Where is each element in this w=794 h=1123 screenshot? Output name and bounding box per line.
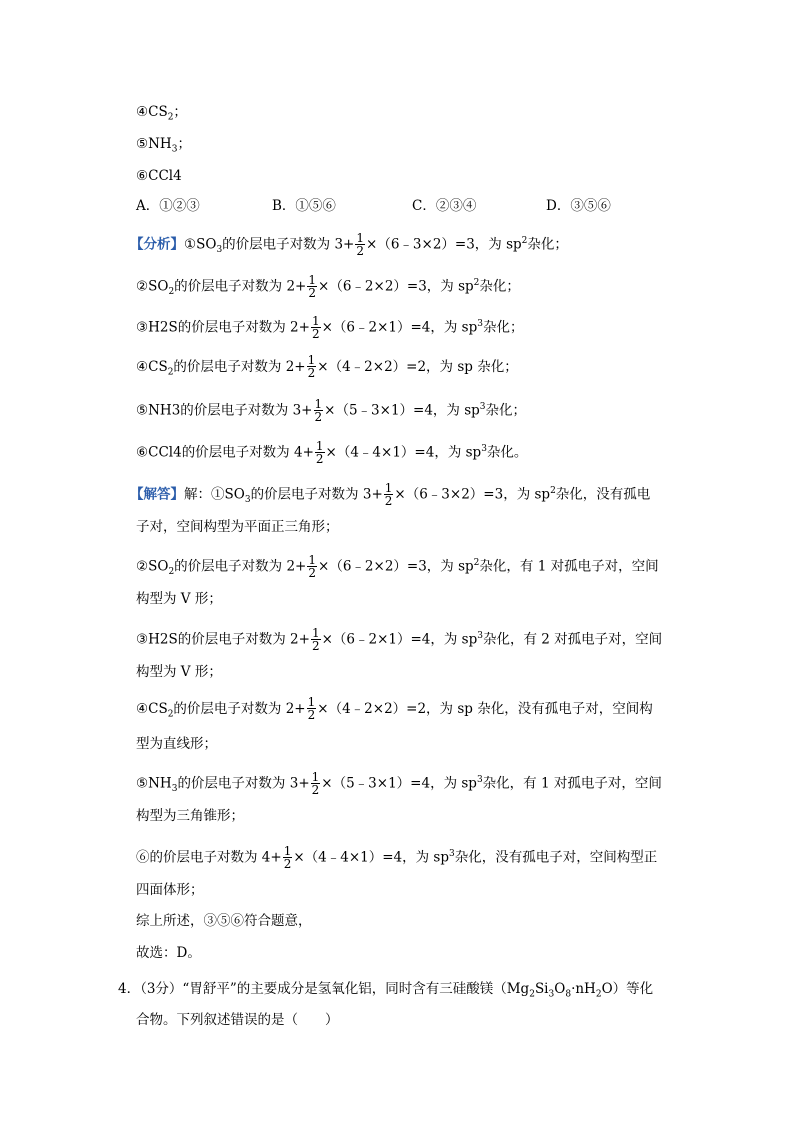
fraction: $\frac{1}{2}$ — [308, 272, 317, 300]
answer-line-4-cont: 型为直线形； — [136, 736, 217, 752]
option-item: $④CS_2$； — [136, 104, 187, 123]
analysis-line-1: 【分析】$①SO_3$的价层电子对数为 3+ $\frac{1}{2}$ ×（6﹣3×2）=3，为 $sp^2$杂化； — [130, 230, 568, 258]
option-item: ⑥CCl4 — [136, 168, 182, 184]
fraction: $\frac{1}{2}$ — [311, 625, 320, 653]
fraction: $\frac{1}{2}$ — [307, 353, 316, 380]
answer-line-1-cont: 子对，空间构型为平面正三角形； — [136, 519, 339, 535]
answer-line-2-cont: 构型为 V 形； — [136, 591, 222, 607]
choice-line: 故选：D。 — [136, 945, 201, 961]
analysis-line-5: ⑤NH3的价层电子对数为 3+ $\frac{1}{2}$ ×（5﹣3×1）=4，为 $sp^3$杂化； — [136, 396, 527, 424]
summary-line: 综上所述，③⑤⑥符合题意， — [136, 913, 312, 929]
fraction: $\frac{1}{2}$ — [311, 769, 320, 797]
fraction: $\frac{1}{2}$ — [315, 438, 324, 466]
choices-row — [136, 195, 611, 217]
answer-line-5: $⑤NH_3$的价层电子对数为 3+ $\frac{1}{2}$ ×（5﹣3×1）=4，为 $sp^3$杂化，有 1 对孤电子对，空间 — [136, 769, 662, 797]
fraction: $\frac{1}{2}$ — [384, 480, 393, 508]
choice-c[interactable]: C．②③④ — [412, 198, 477, 214]
choice-a[interactable]: A．①②③ — [136, 198, 200, 214]
answer-line-3: ③H2S的价层电子对数为 2+ $\frac{1}{2}$ ×（6﹣2×1）=4，为 $sp^3$杂化，有 2 对孤电子对，空间 — [136, 625, 663, 653]
answer-line-5-cont: 构型为三角锥形； — [136, 808, 244, 824]
answer-line-4: $④CS_2$的价层电子对数为 2+ $\frac{1}{2}$ ×（4﹣2×2）=2，为 sp 杂化，没有孤电子对，空间构 — [136, 695, 653, 722]
fraction: $\frac{1}{2}$ — [314, 396, 323, 424]
answer-line-1: 【解答】解：$①SO_3$的价层电子对数为 3+ $\frac{1}{2}$ ×（6﹣3×2）=3，为 $sp^2$杂化，没有孤电 — [130, 480, 651, 508]
fraction: $\frac{1}{2}$ — [311, 313, 320, 341]
analysis-line-4: $④CS_2$的价层电子对数为 2+ $\frac{1}{2}$ ×（4﹣2×2）=2，为 sp 杂化； — [136, 353, 518, 380]
fraction: $\frac{1}{2}$ — [307, 695, 316, 722]
option-item: $⑤NH_3$； — [136, 136, 191, 155]
answer-line-2: $②SO_2$的价层电子对数为 2+ $\frac{1}{2}$ ×（6﹣2×2）=3，为 $sp^2$杂化，有 1 对孤电子对，空间 — [136, 552, 659, 580]
answer-line-3-cont: 构型为 V 形； — [136, 664, 222, 680]
answer-line-6-cont: 四面体形； — [136, 882, 204, 898]
question-4-line-2: 合物。下列叙述错误的是（ ） — [136, 1012, 339, 1028]
question-4-line-1: 4．（3分）“胃舒平”的主要成分是氢氧化铝，同时含有三硅酸镁$(Mg_2Si_3O_8\cdot nH_2O)$等化 — [118, 981, 654, 1000]
choice-b[interactable]: B．①⑤⑥ — [272, 198, 336, 214]
fraction: $\frac{1}{2}$ — [308, 552, 317, 580]
choice-d[interactable]: D．③⑤⑥ — [546, 198, 611, 214]
fraction: $\frac{1}{2}$ — [283, 843, 292, 871]
analysis-line-2: $②SO_2$的价层电子对数为 2+ $\frac{1}{2}$ ×（6﹣2×2）=3，为 $sp^2$杂化； — [136, 272, 520, 300]
fraction: $\frac{1}{2}$ — [356, 230, 365, 258]
answer-line-6: ⑥的价层电子对数为 4+ $\frac{1}{2}$ ×（4﹣4×1）=4，为 $sp^3$杂化，没有孤电子对，空间构型正 — [136, 843, 658, 871]
analysis-line-6: ⑥CCl4的价层电子对数为 4+ $\frac{1}{2}$ ×（4﹣4×1）=4，为 $sp^3$杂化。 — [136, 438, 528, 466]
analysis-line-3: ③H2S的价层电子对数为 2+ $\frac{1}{2}$ ×（6﹣2×1）=4，为 $sp^3$杂化； — [136, 313, 524, 341]
